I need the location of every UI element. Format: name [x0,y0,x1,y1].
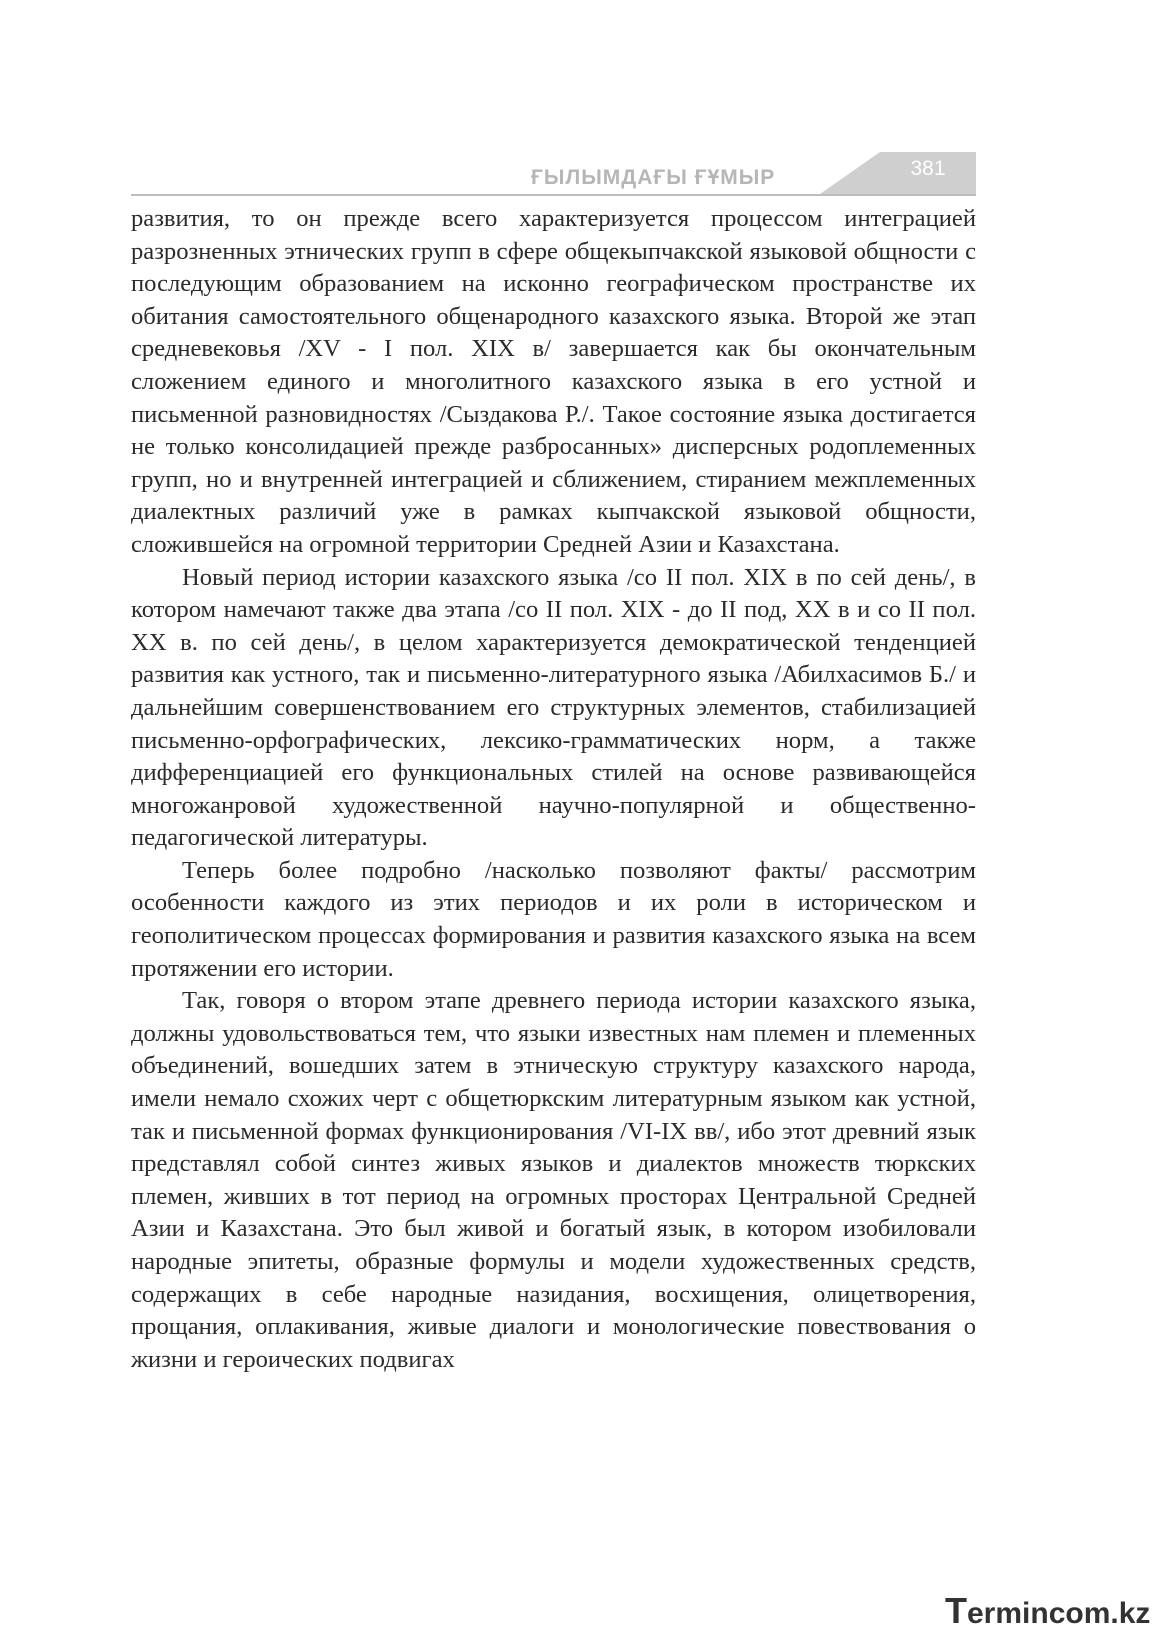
paragraph-3: Теперь более подробно /насколько позволяют факты/ рассмотрим особенности каждого из этих периодов и их роли в историческом и геополитическом процессах формирования и развития казахского языка на всем протяжении его истории. [131,856,976,982]
header-rule [131,194,976,196]
paragraph-1: развития, то он прежде всего характеризуется процессом интеграцией разрозненных этнических групп в сфере общекыпчакской языковой общности с последующим образованием на исконно географическом пространстве их обитания самостоятельного общенародного казахского языка. Второй же этап средневековья /XV - I пол. XIX в/ завершается как бы окончательным сложением единого и многолитного казахского языка в его устной и письменной разновидностях /Сыздакова Р./. Такое состояние языка достигается не только консолидацией прежде разбросанных» дисперсных родоплеменных групп, но и внутренней интеграцией и сближением, стиранием межплеменных диалектных различий уже в рамках кыпчакской языковой общности, сложившейся на огромной территории Средней Азии и Казахстана. [131,205,976,558]
watermark-first-letter: T [945,1590,967,1631]
watermark-logo [945,1590,1150,1632]
paragraph-2: Новый период истории казахского языка /со II пол. XIX в по сей день/, в котором намечают также два этапа /со II пол. XIX - до II под, XX в и со II пол. XX в. по сей день/, в целом характеризуется демократической тенденцией развития как устного, так и письменно-литературного языка /Абилхасимов Б./ и дальнейшим совершенствованием его структурных элементов, стабилизацией письменно-орфографических, лексико-грамматических норм, а также дифференциацией его функциональных стилей на основе развивающейся многожанровой художественной научно-популярной и общественно-педагогической литературы. [131,563,976,852]
page-number: 381 [910,157,946,180]
watermark-text: ermincom.kz [967,1597,1151,1630]
body-text [131,203,976,1376]
header-tab-wedge [820,152,880,194]
paragraph-4: Так, говоря о втором этапе древнего периода истории казахского языка, должны удовольствоваться тем, что языки известных нам племен и племенных объединений, вошедших затем в этническую структуру казахского народа, имели немало схожих черт с общетюркским литературным языком как устной, так и письменной формах функционирования /VI-IX вв/, ибо этот древний язык представлял собой синтез живых языков и диалектов множеств тюркских племен, живших в тот период на огромных просторах Центральной Средней Азии и Казахстана. Это был живой и богатый язык, в котором изобиловали народные эпитеты, образные формулы и модели художественных средств, содержащих в себе народные назидания, восхищения, олицетворения, прощания, оплакивания, живые диалоги и монологические повествования о жизни и героических подвигах [131,987,976,1373]
running-header-title: ҒЫЛЫМДАҒЫ ҒҰМЫР [531,166,776,189]
